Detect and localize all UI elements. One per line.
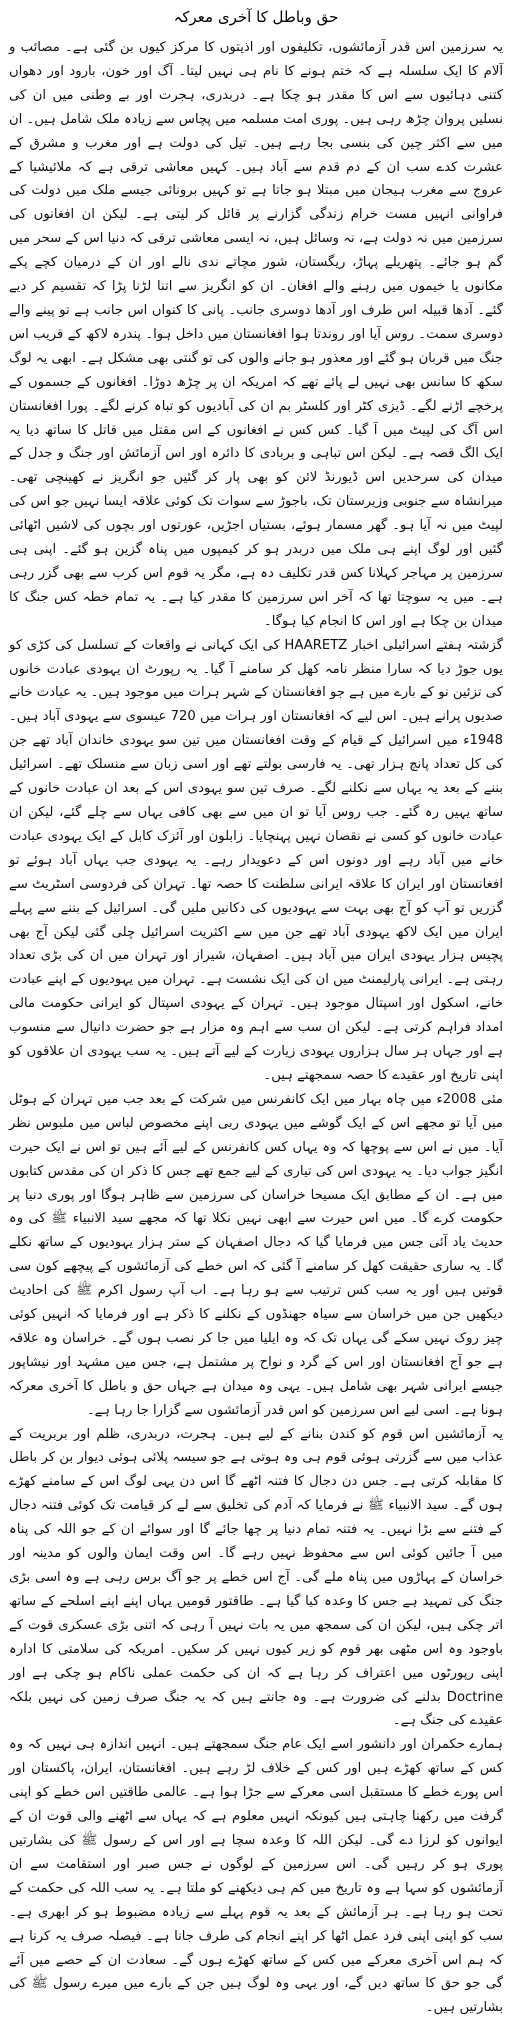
article-paragraph: یہ آزمائشیں اس قوم کو کندن بنانے کے لیے ہیں۔ ہجرت، دربدری، ظلم اور بربریت کے عذاب میں سے گزرتی ہوئی قوم ہی وہ ہوتی ہے جو سیسہ پلائی ہوئی دیوار بن کر باطل کا مقابلہ کرتی ہے۔ جس دن دجال کا فتنہ اٹھے گا اس دن یہی لوگ اس کے سامنے کھڑے ہوں گے۔ سید الانبیاء ﷺ نے فرمایا کہ آدم کی تخلیق سے لے کر قیامت تک کوئی فتنہ دجال کے فتنے سے بڑا نہیں۔ یہ فتنہ تمام دنیا پر چھا جائے گا اور سوائے ان کے جو اللہ کی پناہ میں آ جائیں کوئی اس سے محفوظ نہیں رہے گا۔ اس وقت ایمان والوں کو مدینہ اور خراسان کے پہاڑوں میں پناہ ملے گی۔ آج اس خطے پر جو آگ برس رہی ہے وہ اسی بڑی جنگ کی تمہید ہے جس کا وعدہ کیا گیا ہے۔ طاقتور قومیں یہاں اپنے اپنے اسلحے کے ساتھ اتر چکی ہیں، لیکن ان کی سمجھ میں یہ بات نہیں آ رہی کہ اتنی بڑی عسکری قوت کے باوجود وہ اس مٹھی بھر قوم کو زیر کیوں نہیں کر سکیں۔ امریکہ کی سلامتی کا ادارہ اپنی رپورٹوں میں اعتراف کر رہا ہے کہ ان کی حکمت عملی ناکام ہو چکی ہے اور Doctrine بدلنے کی ضرورت ہے۔ وہ جانتے ہیں کہ یہ جنگ صرف زمین کی نہیں بلکہ عقیدے کی جنگ ہے۔ <box>9 1426 503 1729</box>
article-headline: حق وباطل کا آخری معرکہ <box>173 8 339 26</box>
article-paragraph: گزشتہ ہفتے اسرائیلی اخبار HAARETZ کی ایک کہانی نے واقعات کے تسلسل کی کڑی کو یوں جوڑ دیا کہ سارا منظر نامہ کھل کر سامنے آ گیا۔ یہ رپورٹ ان یہودی عبادت خانوں کی تزئین نو کے بارے میں ہے جو افغانستان کے شہر ہرات میں موجود ہیں۔ یہ عبادت خانے صدیوں پرانے ہیں۔ اس لیے کہ افغانستان اور ہرات میں 720 عیسوی سے یہودی آباد ہیں۔ 1948ء میں اسرائیل کے قیام کے وقت افغانستان میں تین سو یہودی خاندان آباد تھے جن کی کل تعداد پانچ ہزار تھی۔ یہ فارسی بولتے تھے اور اسی زبان سے منسلک تھے۔ اسرائیل بننے کے بعد یہ یہاں سے نکلنے لگے۔ صرف تین سو یہودی اس کے بعد ان عبادت خانوں کے ساتھ یہیں رہ گئے۔ جب روس آیا تو ان میں سے بھی کافی یہاں سے چلے گئے، لیکن ان عبادت خانوں کو کسی نے نقصان نہیں پہنچایا۔ زابلون اور آئزک کابل کے ایک یہودی عبادت خانے میں آباد رہے اور دونوں اس کے دعویدار رہے۔ یہ یہودی جب یہاں آباد ہوئے تو افغانستان اور ایران کا علاقہ ایرانی سلطنت کا حصہ تھا۔ تہران کی فردوسی اسٹریٹ سے گزریں تو آپ کو آج بھی بہت سے یہودیوں کی دکانیں ملیں گی۔ اسرائیل کے بننے سے پہلے ایران میں ایک لاکھ یہودی آباد تھے جن میں سے اکثریت اسرائیل چلی گئی لیکن آج بھی پچیس ہزار یہودی ایران میں آباد ہیں۔ اصفہان، شیراز اور تہران میں ان کی بڑی تعداد رہتی ہے۔ ایرانی پارلیمنٹ میں ان کی ایک نشست ہے۔ تہران میں یہودیوں کے اپنے عبادت خانے، اسکول اور اسپتال موجود ہیں۔ تہران کے یہودی اسپتال کو ایرانی حکومت مالی امداد فراہم کرتی ہے۔ لیکن ان سب سے اہم وہ مزار ہے جو حضرت دانیال سے منسوب ہے اور جہاں ہر سال ہزاروں یہودی زیارت کے لیے آتے ہیں۔ یہ سب یہودی ان علاقوں کو اپنی تاریخ اور عقیدے کا حصہ سمجھتے ہیں۔ <box>9 637 503 1083</box>
article-paragraph: ہمارے حکمران اور دانشور اسے ایک عام جنگ سمجھتے ہیں۔ انہیں اندازہ ہی نہیں کہ وہ کس کے ساتھ کھڑے ہیں اور کس کے خلاف لڑ رہے ہیں۔ افغانستان، ایران، پاکستان اور اس پورے خطے کا مستقبل اسی معرکے سے جڑا ہوا ہے۔ عالمی طاقتیں اس خطے کو اپنی گرفت میں رکھنا چاہتی ہیں کیونکہ انہیں معلوم ہے کہ یہاں سے اٹھنے والی قوت ان کے ایوانوں کو لرزا دے گی۔ لیکن اللہ کا وعدہ سچا ہے اور اس کے رسول ﷺ کی بشارتیں پوری ہو کر رہیں گی۔ اس سرزمین کے لوگوں نے جس صبر اور استقامت سے ان آزمائشوں کو سہا ہے وہ تاریخ میں کم ہی دیکھنے کو ملتا ہے۔ یہ سب اللہ کی حکمت کے تحت ہو رہا ہے۔ ہر آزمائش کے بعد یہ قوم پہلے سے زیادہ مضبوط ہو کر ابھری ہے۔ سب کو اپنی اپنی فرد عمل اٹھا کر اپنے انجام کی طرف جانا ہے۔ فیصلہ صرف یہ کرنا ہے کہ ہم اس آخری معرکے میں کس کے ساتھ کھڑے ہوں گے۔ سعادت ان کے حصے میں آئے گی جو حق کا ساتھ دیں گے، اور یہی وہ لوگ ہیں جن کے بارے میں میرے رسول ﷺ کی بشارتیں ہیں۔ <box>9 1737 503 2016</box>
article-paragraph: مئی 2008ء میں چاہ بہار میں ایک کانفرنس میں شرکت کے بعد جب میں تہران کے ہوٹل میں آیا تو مجھے اس کے ایک گوشے میں یہودی ربی اپنے مخصوص لباس میں ملبوس نظر آیا۔ میں نے اس سے پوچھا کہ وہ یہاں کس کانفرنس کے لیے آئے ہیں تو اس نے ایک حیرت انگیز جواب دیا۔ یہ یہودی اس کی تیاری کے لیے جمع تھے جس کا ذکر ان کی مقدس کتابوں میں ہے۔ ان کے مطابق ایک مسیحا خراسان کی سرزمین سے ظاہر ہوگا اور پوری دنیا پر حکومت کرے گا۔ میں اس حیرت سے ابھی نہیں نکلا تھا کہ مجھے سید الانبیاء ﷺ کی وہ حدیث یاد آئی جس میں فرمایا گیا کہ دجال اصفہان کے ستر ہزار یہودیوں کے ساتھ نکلے گا۔ یہ ساری حقیقت کھل کر سامنے آ گئی کہ اس خطے کی آزمائشوں کے پیچھے کون سی قوتیں ہیں اور یہ سب کس ترتیب سے ہو رہا ہے۔ اب آپ رسول اکرم ﷺ کی احادیث دیکھیں جن میں خراسان سے سیاہ جھنڈوں کے نکلنے کا ذکر ہے اور فرمایا کہ انہیں کوئی چیز روک نہیں سکے گی یہاں تک کہ وہ ایلیا میں جا کر نصب ہوں گے۔ خراسان وہ علاقہ ہے جو آج افغانستان اور اس کے گرد و نواح پر مشتمل ہے، جس میں مشہد اور نیشاپور جیسے ایرانی شہر بھی شامل ہیں۔ یہی وہ میدان ہے جہاں حق و باطل کا آخری معرکہ ہونا ہے۔ اسی لیے اس سرزمین کو اس قدر آزمائشوں سے گزارا جا رہا ہے۔ <box>9 1091 503 1418</box>
article-body <box>9 36 503 2020</box>
article-paragraph: یہ سرزمین اس قدر آزمائشوں، تکلیفوں اور اذیتوں کا مرکز کیوں بن گئی ہے۔ مصائب و آلام کا ایک سلسلہ ہے کہ ختم ہونے کا نام ہی نہیں لیتا۔ آگ اور خون، بارود اور دھواں کتنی دہائیوں سے اس کا مقدر ہو چکا ہے۔ دربدری، ہجرت اور بے وطنی میں ان کی نسلیں پروان چڑھ رہی ہیں۔ پوری امت مسلمہ میں پچاس سے زیادہ ملک شامل ہیں۔ ان میں سے اکثر چین کی بنسی بجا رہے ہیں۔ تیل کی دولت ہے اور مغرب و مشرق کے عشرت کدے سب ان کے دم قدم سے آباد ہیں۔ کہیں معاشی ترقی ہے کہ ملائیشیا کے عروج سے مغرب ہیجان میں مبتلا ہو جاتا ہے تو کہیں برونائی جیسے ملک میں دولت کی فراوانی انہیں مست خرام زندگی گزارنے پر قائل کر لیتی ہے۔ لیکن ان افغانوں کی سرزمین میں نہ دولت ہے، نہ وسائل ہیں، نہ ایسی معاشی ترقی کہ دنیا اس کے سحر میں گم ہو جائے۔ پتھریلے پہاڑ، ریگستان، شور مچاتے ندی نالے اور ان کے درمیان کچے پکے مکانوں یا خیموں میں رہنے والے افغان۔ ان کو انگریز سے اتنا لڑنا پڑا کہ تقسیم کر دیے گئے۔ آدھا قبیلہ اس طرف اور آدھا دوسری جانب۔ پانی کا کنواں اس جانب ہے تو پینے والے دوسری سمت۔ روس آیا اور روندتا ہوا افغانستان میں داخل ہوا۔ پندرہ لاکھ کے قریب اس جنگ میں قربان ہو گئے اور معذور ہو جانے والوں کی تو گنتی بھی مشکل ہے۔ ابھی یہ لوگ سکھ کا سانس بھی نہیں لے پائے تھے کہ امریکہ ان پر چڑھ دوڑا۔ افغانوں کے جسموں کے پرخچے اڑنے لگے۔ ڈیزی کٹر اور کلسٹر بم ان کی آبادیوں کو تباہ کرنے لگے۔ پورا افغانستان اس آگ کی لپیٹ میں آ گیا۔ کس کس نے افغانوں کے اس مقتل میں قاتل کا ساتھ دیا یہ ایک الگ قصہ ہے۔ لیکن اس تباہی و بربادی کا دائرہ اور اس آزمائش اور جنگ و جدل کے میدان کی سرحدیں اس ڈیورنڈ لائن کو بھی پار کر گئیں جو انگریز نے کھینچی تھی۔ میرانشاہ سے جنوبی وزیرستان تک، باجوڑ سے سوات تک کوئی علاقہ ایسا نہیں جو اس کی لپیٹ میں نہ آیا ہو۔ گھر مسمار ہوئے، بستیاں اجڑیں، عورتوں اور بچوں کی لاشیں اٹھائی گئیں اور لوگ اپنے ہی ملک میں دربدر ہو کر کیمپوں میں پناہ گزین ہو گئے۔ اپنی ہی سرزمین پر مہاجر کہلانا کس قدر تکلیف دہ ہے، مگر یہ قوم اس کرب سے بھی گزر رہی ہے۔ میں یہ سوچتا تھا کہ آخر اس سرزمین کا مقدر کیا ہے۔ یہ تمام خطہ کس جنگ کا میدان بن چکا ہے اور اس کا انجام کیا ہوگا۔ <box>9 40 503 629</box>
